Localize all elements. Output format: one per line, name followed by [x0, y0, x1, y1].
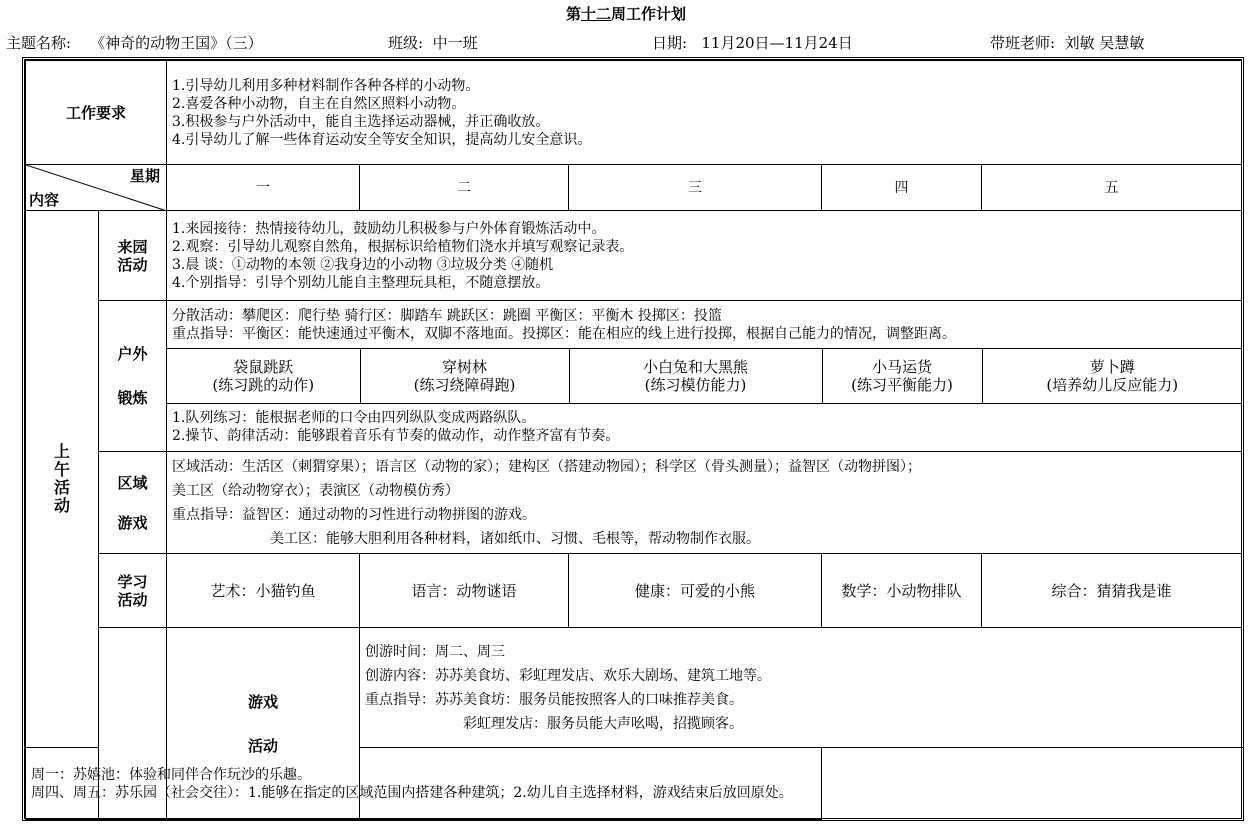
- weekly-plan-table: [25, 60, 1242, 820]
- area-games-line: 重点指导：益智区：通过动物的习性进行动物拼图的游戏。: [172, 506, 537, 523]
- outdoor-content: [167, 301, 1242, 452]
- outdoor-game-mon: 袋鼠跳跃 (练习跳的动作): [167, 349, 360, 403]
- arrival-item: 3.晨 谈：①动物的本领 ②我身边的小动物 ③垃圾分类 ④随机: [172, 256, 554, 273]
- page-title: 第十二周工作计划: [565, 5, 687, 23]
- outdoor-scattered-line: 重点指导：平衡区：能快速通过平衡木，双脚不落地面。投掷区：能在相应的线上进行投掷，根据自己能力的情况，调整距离。: [172, 325, 957, 342]
- content-label: 内容: [29, 191, 60, 209]
- weekday-header-row: [26, 165, 1242, 211]
- play-label: 游戏 活动: [167, 628, 360, 820]
- class-info: 班级: 中一班: [388, 34, 478, 52]
- play-bottom-row: [26, 748, 1242, 820]
- day-header-wed: 三: [569, 165, 822, 211]
- area-games-line: 美工区（给动物穿衣）；表演区（动物模仿秀）: [172, 482, 460, 499]
- requirements-label: 工作要求: [26, 61, 167, 165]
- day-header-mon: 一: [167, 165, 360, 211]
- arrival-label: 来园 活动: [99, 211, 167, 301]
- requirement-item: 3.积极参与户外活动中，能自主选择运动器械，并正确收放。: [172, 113, 550, 130]
- area-games-indented-line: 美工区：能够大胆利用各种材料，诸如纸巾、习惯、毛根等，帮动物制作衣服。: [270, 530, 761, 547]
- theme-value: 《神奇的动物王国》（三）: [90, 34, 263, 52]
- arrival-item: 4.个别指导：引导个别幼儿能自主整理玩具柜，不随意摆放。: [172, 274, 550, 291]
- play-bottom-line: 周四、周五：苏乐园（社会交往）：1.能够在指定的区域范围内搭建各种建筑；2.幼儿自主选择材料，游戏结束后放回原处。: [31, 784, 793, 801]
- area-games-label: 区域 游戏: [99, 452, 167, 554]
- outdoor-game-thu: 小马运货 (练习平衡能力): [822, 349, 982, 403]
- learning-row: [26, 554, 1242, 628]
- arrival-row: [26, 211, 1242, 301]
- outdoor-inner-table: [167, 301, 1242, 451]
- theme-info: 主题名称: 《神奇的动物王国》（三）: [6, 34, 263, 52]
- play-line: 重点指导：苏苏美食坊：服务员能按照客人的口味推荐美食。: [365, 691, 744, 708]
- learning-fri: 综合：猜猜我是谁: [982, 554, 1242, 628]
- arrival-item: 1.来园接待：热情接待幼儿，鼓励幼儿积极参与户外体育锻炼活动中。: [172, 220, 606, 237]
- outdoor-game-wed: 小白兔和大黑熊 (练习模仿能力): [569, 349, 822, 403]
- outdoor-game-fri: 萝卜蹲 (培养幼儿反应能力): [982, 349, 1242, 403]
- area-games-line: 区域活动：生活区（刺猬穿果）；语言区（动物的家）；建构区（搭建动物园）；科学区（骨头测量）；益智区（动物拼图）；: [172, 458, 922, 475]
- arrival-item: 2.观察：引导幼儿观察自然角，根据标识给植物们浇水并填写观察记录表。: [172, 238, 634, 255]
- requirement-item: 4.引导幼儿了解一些体育运动安全等安全知识，提高幼儿安全意识。: [172, 131, 592, 148]
- requirement-item: 1.引导幼儿利用多种材料制作各种各样的小动物。: [172, 77, 480, 94]
- outdoor-drill-line: 1.队列练习：能根据老师的口令由四列纵队变成两路纵队。: [172, 410, 536, 427]
- outdoor-drills: [167, 403, 1242, 451]
- play-line: 创游时间：周二、周三: [365, 643, 506, 660]
- arrival-content: [167, 211, 1242, 301]
- play-line: 创游内容：苏苏美食坊、彩虹理发店、欢乐大剧场、建筑工地等。: [365, 667, 772, 684]
- outdoor-label: 户外 锻炼: [99, 301, 167, 452]
- play-content: [360, 628, 1242, 748]
- play-row: [26, 628, 1242, 748]
- play-bottom-content: [26, 748, 822, 820]
- outdoor-scattered-line: 分散活动：攀爬区：爬行垫 骑行区：脚踏车 跳跃区：跳圈 平衡区：平衡木 投掷区：投篮: [172, 307, 722, 324]
- weekday-content-header: [26, 165, 167, 211]
- date-info: 日期: 11月20日—11月24日: [652, 34, 853, 52]
- outdoor-game-tue: 穿树林 (练习绕障碍跑): [360, 349, 569, 403]
- class-value: 中一班: [432, 34, 478, 52]
- weekday-label: 星期: [130, 167, 161, 185]
- requirements-content: [167, 61, 1242, 165]
- learning-thu: 数学：小动物排队: [822, 554, 982, 628]
- teacher-value: 刘敏 吴慧敏: [1064, 34, 1145, 52]
- learning-tue: 语言：动物谜语: [360, 554, 569, 628]
- day-header-tue: 二: [360, 165, 569, 211]
- day-header-fri: 五: [982, 165, 1242, 211]
- area-games-row: [26, 452, 1242, 554]
- day-header-thu: 四: [822, 165, 982, 211]
- morning-activities-label: 上 午 活 动: [26, 211, 99, 748]
- learning-mon: 艺术：小猫钓鱼: [167, 554, 360, 628]
- date-value: 11月20日—11月24日: [701, 34, 853, 52]
- outdoor-row: [26, 301, 1242, 452]
- teacher-info: 带班老师: 刘敏 吴慧敏: [990, 34, 1145, 52]
- play-bottom-line: 周一：苏嬉池：体验和同伴合作玩沙的乐趣。: [31, 766, 311, 783]
- requirements-row: [26, 61, 1242, 165]
- area-games-content: [167, 452, 1242, 554]
- outdoor-scattered: [167, 301, 1242, 349]
- learning-wed: 健康：可爱的小熊: [569, 554, 822, 628]
- requirement-item: 2.喜爱各种小动物，自主在自然区照料小动物。: [172, 95, 466, 112]
- learning-label: 学习 活动: [99, 554, 167, 628]
- week-number: 十二: [580, 5, 611, 23]
- outdoor-drill-line: 2.操节、韵律活动：能够跟着音乐有节奏的做动作，动作整齐富有节奏。: [172, 428, 620, 445]
- play-indented-line: 彩虹理发店：服务员能大声吆喝，招揽顾客。: [463, 715, 744, 732]
